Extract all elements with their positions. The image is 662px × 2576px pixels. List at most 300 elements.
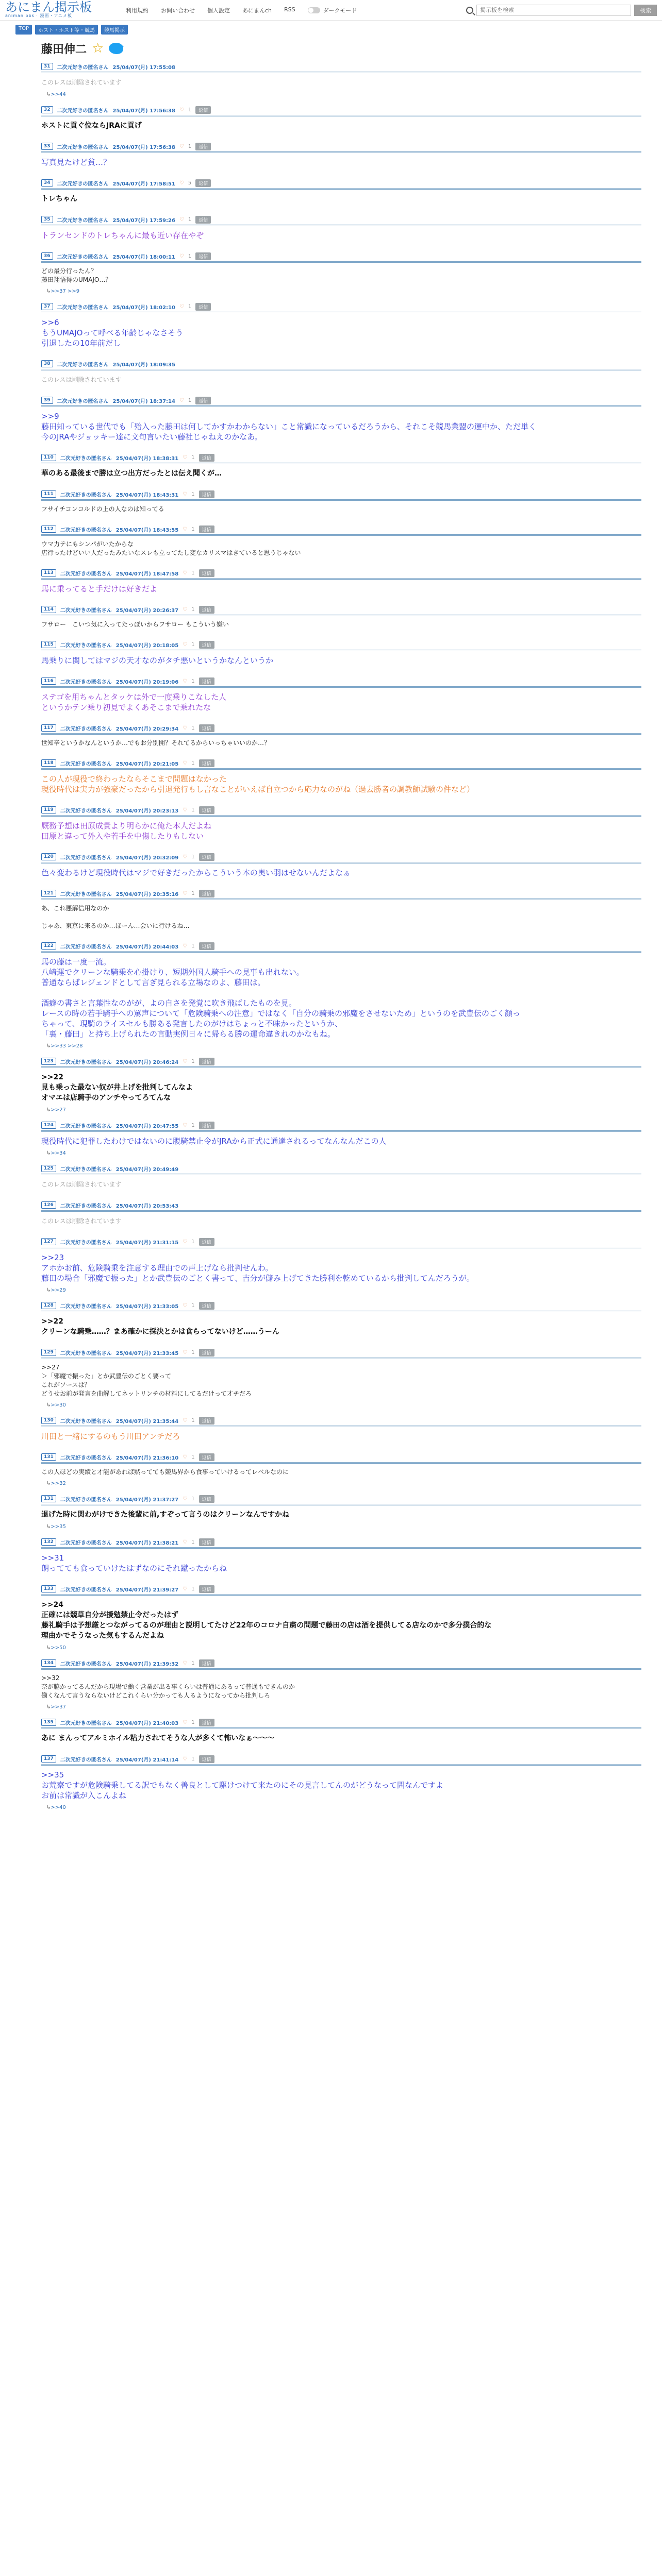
post-date: 25/04/07(月) 21:36:10	[115, 1455, 179, 1461]
post	[41, 1301, 641, 1340]
logo-subtitle: animan bbs · 漫画・アニメ板	[5, 13, 73, 18]
reply-links[interactable]: ↳ >>37 >>9	[41, 287, 641, 294]
post	[41, 1755, 641, 1810]
post-number[interactable]: 137	[41, 1755, 56, 1762]
post-number[interactable]: 34	[41, 179, 53, 187]
post-number[interactable]: 36	[41, 252, 53, 260]
nav-settings-link[interactable]: 個人設定	[207, 7, 230, 14]
post	[41, 1659, 641, 1710]
post-date: 25/04/07(月) 17:56:38	[112, 144, 175, 150]
like-heart-icon[interactable]: ♡	[183, 678, 188, 684]
reply-button[interactable]: 返信	[195, 216, 211, 224]
post-number[interactable]: 129	[41, 1349, 56, 1356]
post-number[interactable]: 112	[41, 526, 56, 533]
post-number[interactable]: 110	[41, 454, 56, 461]
post	[41, 215, 641, 244]
post-meta	[41, 453, 641, 462]
poster-name: 二次元好きの匿名さん	[57, 254, 109, 260]
post-date: 25/04/07(月) 18:00:11	[112, 254, 175, 260]
post-number[interactable]: 134	[41, 1659, 56, 1667]
post-meta	[41, 1718, 641, 1726]
like-heart-icon[interactable]: ♡	[183, 454, 188, 461]
like-count: 1	[191, 1417, 195, 1423]
like-heart-icon[interactable]: ♡	[179, 253, 184, 259]
post-number[interactable]: 125	[41, 1165, 56, 1172]
reply-button[interactable]: 返信	[199, 1719, 214, 1726]
reply-button[interactable]: 返信	[199, 890, 214, 897]
post-meta	[41, 1453, 641, 1461]
post-meta	[41, 1301, 641, 1310]
reply-button[interactable]: 返信	[199, 1659, 214, 1667]
post-number[interactable]: 133	[41, 1585, 56, 1592]
post-number[interactable]: 132	[41, 1538, 56, 1546]
post-date: 25/04/07(月) 20:21:05	[115, 761, 179, 767]
post-date: 25/04/07(月) 17:56:38	[112, 108, 175, 114]
post	[41, 252, 641, 294]
post-date: 25/04/07(月) 20:19:06	[115, 679, 179, 685]
poster-name: 二次元好きの匿名さん	[60, 455, 112, 462]
nav-rss-link[interactable]: RSS	[284, 6, 295, 13]
like-heart-icon[interactable]: ♡	[183, 606, 188, 613]
post-meta	[41, 640, 641, 649]
reply-button[interactable]: 返信	[199, 1495, 214, 1503]
poster-name: 二次元好きの匿名さん	[60, 1661, 112, 1667]
reply-button[interactable]: 返信	[199, 1453, 214, 1461]
post-meta	[41, 142, 641, 150]
reply-button[interactable]: 返信	[195, 252, 211, 260]
post-date: 25/04/07(月) 17:59:26	[112, 217, 175, 224]
post-body: フサイチコンコルドの上の人なのは知ってる	[41, 505, 164, 513]
post-list	[0, 62, 662, 1810]
post-number[interactable]: 114	[41, 606, 56, 613]
search-input[interactable]	[476, 5, 631, 16]
post-body: トランセンドのトレちゃんに最も近い存在やぞ	[41, 231, 204, 240]
post	[41, 1718, 641, 1747]
post	[41, 106, 641, 134]
post-date: 25/04/07(月) 18:09:35	[112, 362, 175, 368]
like-heart-icon[interactable]: ♡	[179, 143, 184, 149]
like-heart-icon[interactable]: ♡	[179, 397, 184, 403]
like-heart-icon[interactable]: ♡	[183, 760, 188, 766]
like-heart-icon[interactable]: ♡	[183, 526, 188, 532]
reply-button[interactable]: 返信	[199, 490, 214, 498]
breadcrumb-top[interactable]: TOP	[15, 25, 32, 35]
like-count: 1	[191, 1239, 195, 1245]
reply-links[interactable]: ↳ >>30	[41, 1401, 641, 1408]
like-count: 1	[191, 1660, 195, 1666]
poster-name: 二次元好きの匿名さん	[60, 1418, 112, 1425]
post-body: 厩務予想は田原成貴より明らかに俺た本人だよね 田原と違って外入や若手を中傷したりもしない	[41, 821, 212, 841]
post-date: 25/04/07(月) 20:29:34	[115, 726, 179, 732]
post-date: 25/04/07(月) 21:33:05	[115, 1303, 179, 1310]
reply-button[interactable]: 返信	[199, 853, 214, 861]
like-count: 1	[191, 1058, 195, 1064]
nav-contact-link[interactable]: お問い合わせ	[161, 7, 195, 14]
post-date: 25/04/07(月) 21:41:14	[115, 1757, 179, 1763]
post-number[interactable]: 116	[41, 677, 56, 685]
poster-name: 二次元好きの匿名さん	[57, 304, 109, 311]
post-date: 25/04/07(月) 21:35:44	[115, 1418, 179, 1425]
like-count: 1	[191, 606, 195, 613]
post-meta	[41, 62, 641, 71]
post-number[interactable]: 118	[41, 759, 56, 767]
poster-name: 二次元好きの匿名さん	[60, 1303, 112, 1310]
like-count: 1	[188, 143, 192, 149]
post-number[interactable]: 131	[41, 1495, 56, 1502]
reply-links[interactable]: ↳ >>35	[41, 1523, 641, 1530]
poster-name: 二次元好きの匿名さん	[60, 1455, 112, 1461]
post-body: >>9 藤田知っている世代でも「殆入った藤田は何してかすかわからない」こと常識になっているだろうから、それこそ競馬業盟の運中か、ただ単く 今のJRAやジョッキー達に文句言いたい藤社じゃねえのかなあ。	[41, 412, 537, 442]
post-meta	[41, 889, 641, 897]
reply-button[interactable]: 返信	[199, 1755, 214, 1763]
reply-links[interactable]: ↳ >>32	[41, 1480, 641, 1486]
like-heart-icon[interactable]: ♡	[183, 1660, 188, 1666]
post-date: 25/04/07(月) 20:23:13	[115, 808, 179, 814]
like-heart-icon[interactable]: ♡	[183, 1239, 188, 1245]
post	[41, 1201, 641, 1229]
post-body: あに まんってアルミホイル粘力されてそうな人が多くて怖いなぁ〜〜〜	[41, 1734, 275, 1742]
post-date: 25/04/07(月) 21:39:27	[115, 1587, 179, 1593]
reply-button[interactable]: 返信	[199, 606, 214, 614]
post-body: ウマ力テにもシンパがいたからな 店行ったけどいい人だったみたいなスレも立ってたし変なカリスマはきていると思うじゃない	[41, 540, 301, 556]
post-body: フサロー こいつ気に入ってたっぽいからフサロー もこういう嫌い	[41, 621, 229, 628]
reply-button[interactable]: 返信	[199, 1349, 214, 1357]
like-heart-icon[interactable]: ♡	[179, 180, 184, 186]
like-heart-icon[interactable]: ♡	[179, 303, 184, 310]
post-date: 25/04/07(月) 18:38:31	[115, 455, 179, 462]
poster-name: 二次元好きの匿名さん	[57, 362, 109, 368]
like-count: 1	[191, 1539, 195, 1545]
post-meta	[41, 1538, 641, 1546]
like-heart-icon[interactable]: ♡	[183, 1058, 188, 1064]
post	[41, 490, 641, 517]
like-count: 1	[191, 943, 195, 949]
reply-button[interactable]: 返信	[195, 143, 211, 150]
post-number[interactable]: 123	[41, 1058, 56, 1065]
post-body: >>22 クリーンな騎乗……？まあ確かに採決とかは食らってないけど……うーん	[41, 1317, 279, 1336]
post-date: 25/04/07(月) 21:31:15	[115, 1240, 179, 1246]
like-count: 1	[188, 397, 192, 403]
like-heart-icon[interactable]: ♡	[183, 1496, 188, 1502]
like-heart-icon[interactable]: ♡	[183, 890, 188, 896]
poster-name: 二次元好きの匿名さん	[60, 1540, 112, 1546]
like-count: 1	[191, 1454, 195, 1460]
poster-name: 二次元好きの匿名さん	[60, 1059, 112, 1065]
reply-links[interactable]: ↳ >>44	[41, 91, 641, 97]
like-heart-icon[interactable]: ♡	[183, 641, 188, 648]
search-icon	[466, 7, 473, 14]
post-date: 25/04/07(月) 18:47:58	[115, 571, 179, 577]
poster-name: 二次元好きの匿名さん	[60, 1240, 112, 1246]
reply-button[interactable]: 返信	[195, 397, 211, 404]
post	[41, 396, 641, 445]
post-meta	[41, 302, 641, 311]
post	[41, 1348, 641, 1408]
reply-button[interactable]: 返信	[199, 569, 214, 577]
poster-name: 二次元好きの匿名さん	[60, 527, 112, 533]
like-heart-icon[interactable]: ♡	[179, 216, 184, 223]
like-count: 1	[188, 107, 192, 113]
post-date: 25/04/07(月) 21:39:32	[115, 1661, 179, 1667]
post	[41, 453, 641, 482]
poster-name: 二次元好きの匿名さん	[60, 1720, 112, 1726]
post-body: >>27 ＞「邪魔で振った」とか武豊伝のごとく要って これがソースは？ どうせお前が発言を曲解してネットリンチの材料にしてるだけって才チだろ	[41, 1364, 252, 1397]
post-date: 25/04/07(月) 18:02:10	[112, 304, 175, 311]
post-meta	[41, 1659, 641, 1667]
post-meta	[41, 677, 641, 685]
post-date: 25/04/07(月) 20:47:55	[115, 1123, 179, 1129]
post-number[interactable]: 127	[41, 1238, 56, 1245]
site-header	[0, 0, 662, 21]
post-date: 25/04/07(月) 18:37:14	[112, 398, 175, 404]
like-heart-icon[interactable]: ♡	[183, 1122, 188, 1128]
post-body: 馬乗りに関してはマジの天才なのがタチ悪いというかなんというか	[41, 656, 274, 665]
dark-mode-control[interactable]	[308, 6, 357, 14]
post-body: >>6 もうUMAJOって呼べる年齢じゃなさそう 引退したの10年前だし	[41, 318, 184, 348]
post-date: 25/04/07(月) 20:35:16	[115, 891, 179, 897]
like-count: 1	[191, 570, 195, 576]
like-count: 1	[191, 1496, 195, 1502]
reply-button[interactable]: 返信	[199, 759, 214, 767]
post-body: どの最分行ったん？ 藤田翔悟得のUMAJO…？	[41, 267, 112, 283]
reply-button[interactable]: 返信	[199, 1585, 214, 1593]
reply-links[interactable]: ↳ >>34	[41, 1149, 641, 1156]
logo-title: あにまん掲示板	[5, 0, 92, 14]
poster-name: 二次元好きの匿名さん	[60, 1203, 112, 1209]
like-heart-icon[interactable]: ♡	[183, 1586, 188, 1592]
poster-name: 二次元好きの匿名さん	[57, 181, 109, 187]
post-number[interactable]: 39	[41, 397, 53, 404]
post-body: このレスは削除されています	[41, 1181, 122, 1188]
post-date: 25/04/07(月) 21:33:45	[115, 1350, 179, 1357]
like-heart-icon[interactable]: ♡	[183, 854, 188, 860]
reply-links[interactable]: ↳ >>50	[41, 1644, 641, 1651]
reply-button[interactable]: 返信	[199, 1058, 214, 1065]
like-count: 1	[191, 1756, 195, 1762]
poster-name: 二次元好きの匿名さん	[60, 679, 112, 685]
post-number[interactable]: 131	[41, 1453, 56, 1461]
post-body: 写真見たけど貧…？	[41, 158, 111, 167]
poster-name: 二次元好きの匿名さん	[60, 1497, 112, 1503]
reply-links[interactable]: ↳ >>27	[41, 1106, 641, 1113]
reply-button[interactable]: 返信	[199, 1302, 214, 1310]
post-body: あ、これ悪解信用なのか じゃあ、東京に来るのか…ほーん…会いに行けるね…	[41, 905, 190, 929]
thread-title-row	[0, 35, 662, 62]
post-date: 25/04/07(月) 20:18:05	[115, 642, 179, 649]
post	[41, 1538, 641, 1577]
like-count: 5	[188, 180, 192, 186]
post-number[interactable]: 119	[41, 806, 56, 814]
reply-button[interactable]: 返信	[199, 641, 214, 649]
like-heart-icon[interactable]: ♡	[183, 807, 188, 813]
reply-button[interactable]: 返信	[199, 806, 214, 814]
reply-button[interactable]: 返信	[195, 179, 211, 187]
reply-button[interactable]: 返信	[199, 677, 214, 685]
reply-links[interactable]: ↳ >>40	[41, 1804, 641, 1810]
poster-name: 二次元好きの匿名さん	[60, 1350, 112, 1357]
nav-animanch-link[interactable]: あにまんch	[242, 7, 272, 14]
post-number[interactable]: 35	[41, 216, 53, 223]
post-body: 馬の藤は一度一流。 八崎運でクリーンな騎乗を心掛けり、短期外国人騎手への見事も出れない。 普通ならばレジェンドとして言ぎ見られる立場なのよ、藤田は。 酒癖の書さと言葉性なのがが、よの自さを発覚に吹き飛ばしたものを見。 レースの時の若手騎手への罵声について「危険騎乗への注意」ではなく「自分の騎乗の邪魔をさせないため」というのを武豊伝のごく顔っ ちゃって、現騎のライスセルも勝ある発言したのがけはちょっと不味かったというか、 「裏・藤田」と持ち上げられたの言動実例日々に帰らる勝の運命違きれのかなもね。	[41, 957, 520, 1039]
like-count: 1	[191, 678, 195, 684]
like-heart-icon[interactable]: ♡	[183, 1417, 188, 1423]
dark-mode-toggle[interactable]	[308, 7, 320, 13]
like-count: 1	[191, 854, 195, 860]
post-body: >>32 奈が脇かってるんだから現場で働く営業が出る事くらいは普通にあるって普通もできんのか 働くなんて言うならないけどこれくらい分かっても人るようになってから批判しろ	[41, 1674, 295, 1699]
post-body: このレスは削除されています	[41, 1217, 122, 1225]
reply-button[interactable]: 返信	[195, 303, 211, 311]
post-date: 25/04/07(月) 17:58:51	[112, 181, 175, 187]
post-body: 退げた時に関わがけできた後輩に前,すぞって言うのはクリーンなんですかね	[41, 1511, 290, 1519]
reply-button[interactable]: 返信	[199, 942, 214, 950]
post-meta	[41, 724, 641, 732]
post-meta	[41, 1495, 641, 1503]
post-number[interactable]: 130	[41, 1417, 56, 1424]
post-date: 25/04/07(月) 20:32:09	[115, 855, 179, 861]
reply-links[interactable]: ↳ >>29	[41, 1286, 641, 1293]
search-button[interactable]: 検索	[634, 5, 657, 16]
like-heart-icon[interactable]: ♡	[183, 1539, 188, 1545]
post-meta	[41, 1416, 641, 1425]
post-meta	[41, 942, 641, 950]
post	[41, 759, 641, 798]
top-nav	[126, 6, 295, 14]
breadcrumb-board[interactable]: 競馬掲示	[101, 25, 128, 35]
post	[41, 525, 641, 561]
post-meta	[41, 215, 641, 224]
poster-name: 二次元好きの匿名さん	[60, 944, 112, 950]
like-heart-icon[interactable]: ♡	[183, 1719, 188, 1725]
post-number[interactable]: 111	[41, 490, 56, 498]
post-number[interactable]: 33	[41, 143, 53, 150]
poster-name: 二次元好きの匿名さん	[60, 726, 112, 732]
post-date: 25/04/07(月) 20:44:03	[115, 944, 179, 950]
like-heart-icon[interactable]: ♡	[183, 725, 188, 731]
like-count: 1	[191, 725, 195, 731]
post-body: ホストに貢ぐ位ならJRAに貢げ	[41, 122, 142, 130]
poster-name: 二次元好きの匿名さん	[60, 492, 112, 498]
like-heart-icon[interactable]: ♡	[183, 1349, 188, 1355]
reply-links[interactable]: ↳ >>37	[41, 1703, 641, 1710]
site-logo[interactable]	[5, 2, 119, 19]
post-meta	[41, 569, 641, 577]
reply-button[interactable]: 返信	[199, 724, 214, 732]
reply-button[interactable]: 返信	[195, 106, 211, 114]
post-number[interactable]: 115	[41, 641, 56, 648]
reply-button[interactable]: 返信	[199, 526, 214, 533]
post	[41, 806, 641, 844]
post-number[interactable]: 37	[41, 303, 53, 310]
post-number[interactable]: 128	[41, 1302, 56, 1309]
post	[41, 853, 641, 881]
post	[41, 889, 641, 934]
like-heart-icon[interactable]: ♡	[179, 107, 184, 113]
post-meta	[41, 806, 641, 814]
post-body: このレスは削除されています	[41, 376, 122, 383]
post-meta	[41, 1164, 641, 1173]
post-meta	[41, 1057, 641, 1065]
like-count: 1	[191, 1302, 195, 1309]
post-number[interactable]: 38	[41, 360, 53, 367]
nav-terms-link[interactable]: 利用規約	[126, 7, 148, 14]
post-meta	[41, 396, 641, 404]
reply-button[interactable]: 返信	[199, 1538, 214, 1546]
like-heart-icon[interactable]: ♡	[183, 1454, 188, 1460]
twitter-share-icon[interactable]	[109, 43, 123, 54]
post-meta	[41, 1585, 641, 1593]
post	[41, 179, 641, 207]
post	[41, 1164, 641, 1193]
post	[41, 1585, 641, 1651]
post-date: 25/04/07(月) 21:37:27	[115, 1497, 179, 1503]
like-count: 1	[191, 1122, 195, 1128]
like-heart-icon[interactable]: ♡	[183, 491, 188, 497]
post-number[interactable]: 124	[41, 1122, 56, 1129]
post-meta	[41, 1201, 641, 1209]
post-number[interactable]: 31	[41, 63, 53, 70]
post-number[interactable]: 121	[41, 890, 56, 897]
like-heart-icon[interactable]: ♡	[183, 570, 188, 576]
breadcrumb-category[interactable]: ホスト・ホスト等・競馬	[35, 25, 98, 35]
poster-name: 二次元好きの匿名さん	[60, 607, 112, 614]
post-meta	[41, 106, 641, 114]
post-date: 25/04/07(月) 18:43:55	[115, 527, 179, 533]
reply-button[interactable]: 返信	[199, 1417, 214, 1425]
post	[41, 1416, 641, 1445]
post-body: 馬に乗ってると手だけは好きだよ	[41, 584, 158, 594]
like-count: 1	[191, 491, 195, 497]
poster-name: 二次元好きの匿名さん	[60, 642, 112, 649]
post-number[interactable]: 126	[41, 1201, 56, 1209]
like-heart-icon[interactable]: ♡	[183, 943, 188, 949]
post	[41, 942, 641, 1049]
post-body: 色々変わるけど現役時代はマジで好きだったからこういう本の奥い羽はせないんだよなぁ	[41, 868, 351, 877]
reply-links[interactable]: ↳ >>33 >>28	[41, 1042, 641, 1049]
post-meta	[41, 605, 641, 614]
reply-button[interactable]: 返信	[199, 1238, 214, 1246]
post-number[interactable]: 113	[41, 569, 56, 577]
like-count: 1	[188, 303, 192, 310]
like-count: 1	[191, 760, 195, 766]
post-body: >>22 見も乗った最ない奴が井上げを批判してんなよ オマエは店騎手のアンチやってろてんな	[41, 1073, 193, 1102]
like-heart-icon[interactable]: ♡	[183, 1756, 188, 1762]
reply-button[interactable]: 返信	[199, 454, 214, 462]
poster-name: 二次元好きの匿名さん	[60, 571, 112, 577]
post-date: 25/04/07(月) 21:38:21	[115, 1540, 179, 1546]
post-meta	[41, 1348, 641, 1357]
poster-name: 二次元好きの匿名さん	[60, 1757, 112, 1763]
post-number[interactable]: 135	[41, 1719, 56, 1726]
post-body: 現役時代に犯罪したわけではないのに腹騎禁止令がJRAから正式に通達されるってなんなんだこの人	[41, 1137, 387, 1146]
post-meta	[41, 1755, 641, 1763]
like-count: 1	[191, 1349, 195, 1355]
post-date: 25/04/07(月) 20:49:49	[115, 1166, 179, 1173]
post-number[interactable]: 120	[41, 853, 56, 860]
like-count: 1	[191, 526, 195, 532]
post	[41, 1238, 641, 1293]
post-number[interactable]: 117	[41, 724, 56, 732]
post	[41, 302, 641, 351]
post-date: 25/04/07(月) 18:43:31	[115, 492, 179, 498]
like-heart-icon[interactable]: ♡	[183, 1302, 188, 1309]
post-meta	[41, 490, 641, 498]
favorite-star-icon[interactable]: ☆	[92, 41, 104, 56]
post-number[interactable]: 32	[41, 106, 53, 113]
reply-button[interactable]: 返信	[199, 1122, 214, 1129]
like-count: 1	[191, 641, 195, 648]
post	[41, 360, 641, 388]
post-number[interactable]: 122	[41, 942, 56, 950]
